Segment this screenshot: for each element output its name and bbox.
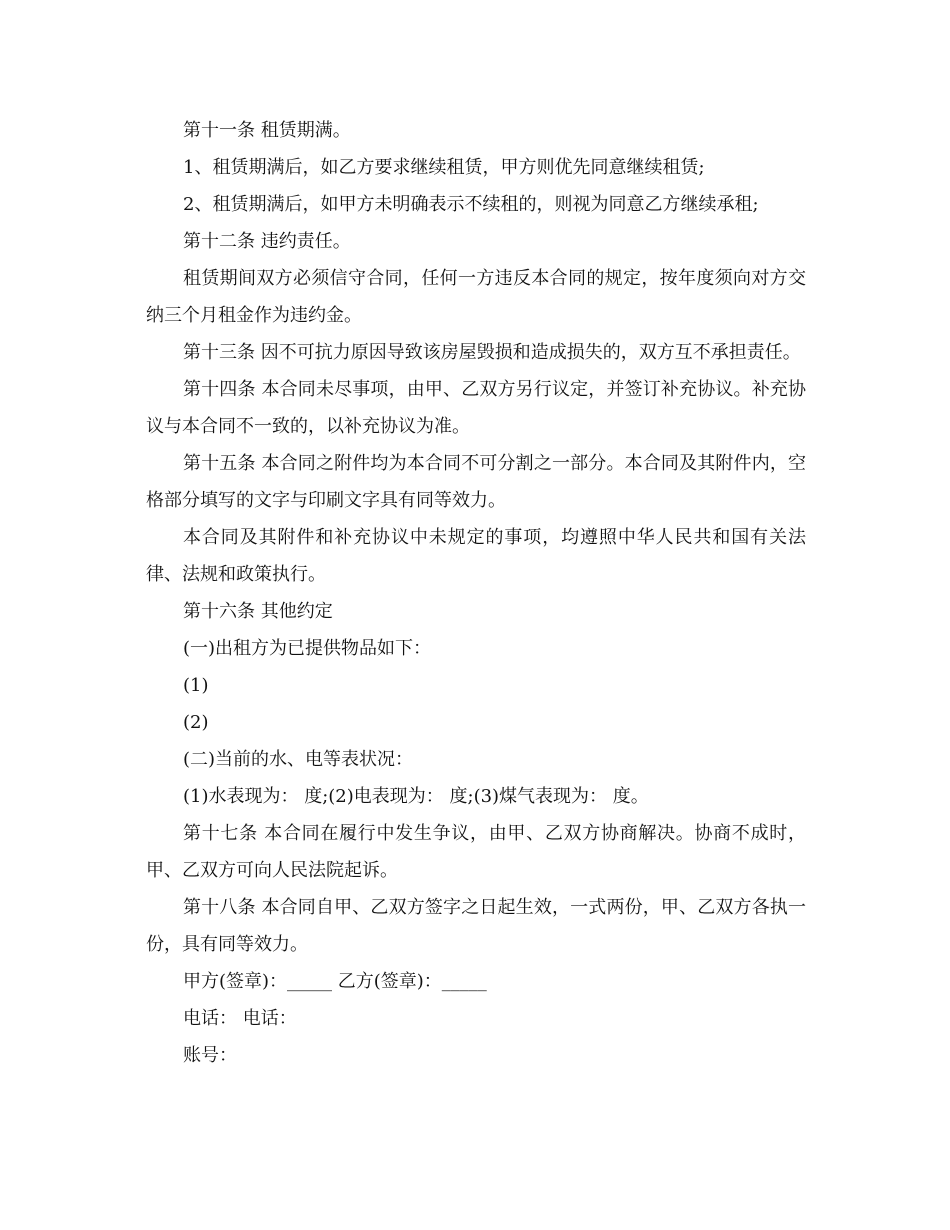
article-16-heading: 第十六条 其他约定 [183, 601, 333, 622]
provided-item-1: (1) [183, 675, 209, 696]
article-14: 第十四条 本合同未尽事项，由甲、乙双方另行议定，并签订补充协议。补充协议与本合同不一致的，以补充协议为准。 [146, 379, 806, 437]
provided-items-heading: (一)出租方为已提供物品如下： [183, 638, 432, 659]
article-11-item-2: 2、租赁期满后，如甲方未明确表示不续租的，则视为同意乙方继续承租; [183, 194, 759, 215]
article-17: 第十七条 本合同在履行中发生争议，由甲、乙双方协商解决。协商不成时，甲、乙双方可向人民法院起诉。 [146, 823, 806, 881]
account-line: 账号： [183, 1045, 237, 1066]
document-body [146, 112, 806, 1074]
article-12-body: 租赁期间双方必须信守合同，任何一方违反本合同的规定，按年度须向对方交纳三个月租金作为违约金。 [146, 268, 806, 326]
article-15: 第十五条 本合同之附件均为本合同不可分割之一部分。本合同及其附件内，空格部分填写的文字与印刷文字具有同等效力。 [146, 453, 806, 511]
article-18: 第十八条 本合同自甲、乙双方签字之日起生效，一式两份，甲、乙双方各执一份，具有同等效力。 [146, 897, 806, 955]
article-11-item-1: 1、租赁期满后，如乙方要求继续租赁，甲方则优先同意继续租赁; [183, 157, 705, 178]
phone-line: 电话： 电话： [183, 1008, 297, 1029]
article-12-heading: 第十二条 违约责任。 [183, 231, 351, 252]
provided-item-2: (2) [183, 712, 209, 733]
unregulated-matters: 本合同及其附件和补充协议中未规定的事项，均遵照中华人民共和国有关法律、法规和政策执行。 [146, 527, 806, 585]
meter-readings: (1)水表现为： 度;(2)电表现为： 度;(3)煤气表现为： 度。 [183, 786, 649, 807]
meter-status-heading: (二)当前的水、电等表状况： [183, 749, 414, 770]
article-13: 第十三条 因不可抗力原因导致该房屋毁损和造成损失的，双方互不承担责任。 [183, 342, 801, 363]
article-11-heading: 第十一条 租赁期满。 [183, 120, 351, 141]
signature-line: 甲方(签章)：_____ 乙方(签章)：_____ [183, 971, 487, 992]
